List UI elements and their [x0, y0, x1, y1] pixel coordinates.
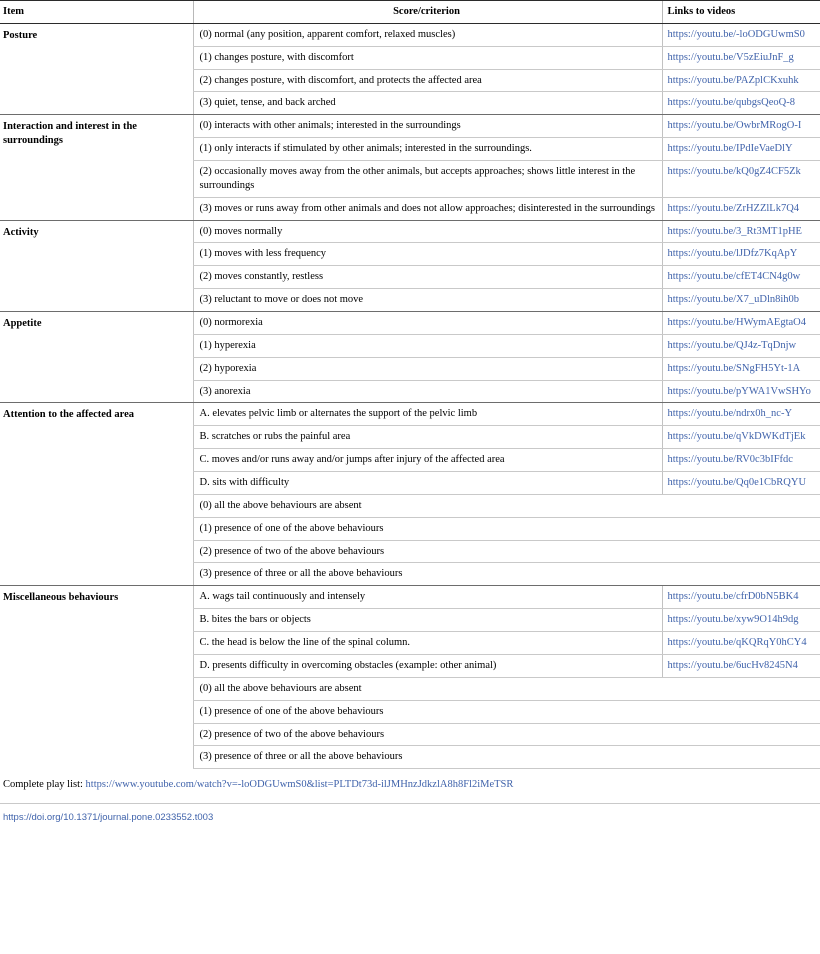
- video-link-cell: [662, 449, 820, 472]
- criterion-cell: (1) hyperexia: [193, 334, 662, 357]
- video-link-cell: [662, 380, 820, 403]
- video-link[interactable]: https://youtu.be/lJDfz7KqApY: [667, 248, 798, 260]
- criterion-cell: D. presents difficulty in overcoming obstacles (example: other animal): [193, 654, 662, 677]
- criterion-cell: (2) moves constantly, restless: [193, 266, 662, 289]
- video-link-cell: [662, 23, 820, 46]
- criterion-cell: (0) normorexia: [193, 312, 662, 335]
- criterion-cell: (3) moves or runs away from other animals and does not allow approaches; disinterested in the surroundings: [193, 197, 662, 220]
- video-link[interactable]: https://youtu.be/V5zEiuJnF_g: [667, 51, 794, 63]
- criterion-cell: D. sits with difficulty: [193, 472, 662, 495]
- video-link-cell: [662, 46, 820, 69]
- criterion-cell: B. scratches or rubs the painful area: [193, 426, 662, 449]
- table-body: [0, 23, 820, 768]
- criterion-cell: (3) presence of three or all the above behaviours: [193, 746, 820, 769]
- criterion-cell: C. moves and/or runs away and/or jumps after injury of the affected area: [193, 449, 662, 472]
- criterion-cell: (0) all the above behaviours are absent: [193, 494, 820, 517]
- video-link-cell: [662, 426, 820, 449]
- table-row: [0, 403, 820, 426]
- criterion-cell: (2) presence of two of the above behaviours: [193, 723, 820, 746]
- video-link-cell: [662, 220, 820, 243]
- footer-playlist: [0, 769, 820, 804]
- item-label: Activity: [0, 220, 193, 311]
- criterion-cell: (1) moves with less frequency: [193, 243, 662, 266]
- criterion-cell: A. elevates pelvic limb or alternates the support of the pelvic limb: [193, 403, 662, 426]
- video-link-cell: [662, 69, 820, 92]
- playlist-label: Complete play list:: [3, 779, 83, 791]
- criterion-cell: (2) changes posture, with discomfort, and protects the affected area: [193, 69, 662, 92]
- video-link[interactable]: https://youtu.be/PAZplCKxuhk: [667, 74, 799, 86]
- playlist-link[interactable]: https://www.youtube.com/watch?v=-loODGUwmS0&list=PLTDt73d-ilJMHnzJdkzlA8h8Fl2iMeTSR: [85, 779, 514, 791]
- criterion-cell: C. the head is below the line of the spinal column.: [193, 632, 662, 655]
- video-link-cell: [662, 357, 820, 380]
- criterion-cell: A. wags tail continuously and intensely: [193, 586, 662, 609]
- footer-doi: [0, 804, 820, 829]
- criterion-cell: (1) changes posture, with discomfort: [193, 46, 662, 69]
- video-link[interactable]: https://youtu.be/Qq0e1CbRQYU: [667, 477, 807, 489]
- item-label: Interaction and interest in the surroundings: [0, 115, 193, 220]
- table-row: [0, 115, 820, 138]
- criterion-cell: (1) only interacts if stimulated by other animals; interested in the surroundings.: [193, 138, 662, 161]
- criterion-cell: (3) reluctant to move or does not move: [193, 289, 662, 312]
- video-link[interactable]: https://youtu.be/qubgsQeoQ-8: [667, 97, 795, 109]
- video-link-cell: [662, 92, 820, 115]
- criterion-cell: (1) presence of one of the above behaviours: [193, 700, 820, 723]
- criterion-cell: (2) occasionally moves away from the other animals, but accepts approaches; shows little interest in the surroundings: [193, 161, 662, 198]
- video-link-cell: [662, 312, 820, 335]
- table-row: [0, 312, 820, 335]
- video-link[interactable]: https://youtu.be/xyw9O14h9dg: [667, 614, 799, 626]
- column-header-criterion: Score/criterion: [193, 1, 662, 24]
- column-header-item: Item: [0, 1, 193, 24]
- criterion-cell: B. bites the bars or objects: [193, 609, 662, 632]
- video-link-cell: [662, 403, 820, 426]
- video-link[interactable]: https://youtu.be/6ucHv8245N4: [667, 659, 798, 671]
- video-link[interactable]: https://youtu.be/cfET4CN4g0w: [667, 271, 801, 283]
- criterion-cell: (1) presence of one of the above behaviours: [193, 517, 820, 540]
- video-link-cell: [662, 632, 820, 655]
- video-link[interactable]: https://youtu.be/OwbrMRogO-I: [667, 120, 802, 132]
- video-link[interactable]: https://youtu.be/SNgFH5Yt-1A: [667, 362, 801, 374]
- video-link-cell: [662, 138, 820, 161]
- item-label: Attention to the affected area: [0, 403, 193, 586]
- video-link-cell: [662, 654, 820, 677]
- video-link-cell: [662, 197, 820, 220]
- video-link[interactable]: https://youtu.be/3_Rt3MT1pHE: [667, 225, 802, 237]
- video-link-cell: [662, 161, 820, 198]
- table-row: [0, 220, 820, 243]
- criterion-cell: (0) normal (any position, apparent comfort, relaxed muscles): [193, 23, 662, 46]
- video-link-cell: [662, 334, 820, 357]
- video-link-cell: [662, 586, 820, 609]
- video-link[interactable]: https://youtu.be/HWymAEgtaO4: [667, 317, 806, 329]
- item-label: Posture: [0, 23, 193, 114]
- column-header-links: Links to videos: [662, 1, 820, 24]
- video-link[interactable]: https://youtu.be/QJ4z-TqDnjw: [667, 339, 797, 351]
- video-link[interactable]: https://youtu.be/-loODGUwmS0: [667, 28, 805, 40]
- video-link[interactable]: https://youtu.be/pYWA1VwSHYo: [667, 385, 811, 397]
- video-link-cell: [662, 289, 820, 312]
- table-row: [0, 586, 820, 609]
- video-link[interactable]: https://youtu.be/qVkDWKdTjEk: [667, 431, 806, 443]
- table-header: [0, 1, 820, 24]
- criterion-cell: (3) presence of three or all the above behaviours: [193, 563, 820, 586]
- item-label: Appetite: [0, 312, 193, 403]
- header-row: [0, 1, 820, 24]
- video-link-cell: [662, 609, 820, 632]
- video-link[interactable]: https://youtu.be/qKQRqY0hCY4: [667, 637, 807, 649]
- table-row: [0, 23, 820, 46]
- criterion-cell: (0) interacts with other animals; interested in the surroundings: [193, 115, 662, 138]
- criterion-cell: (2) presence of two of the above behaviours: [193, 540, 820, 563]
- video-link-cell: [662, 115, 820, 138]
- video-link[interactable]: https://youtu.be/IPdIeVaeDlY: [667, 143, 793, 155]
- criterion-cell: (0) moves normally: [193, 220, 662, 243]
- video-link[interactable]: https://youtu.be/X7_uDln8ih0b: [667, 294, 800, 306]
- video-link[interactable]: https://youtu.be/ndrx0h_nc-Y: [667, 408, 793, 420]
- video-link[interactable]: https://youtu.be/ZrHZZlLk7Q4: [667, 202, 800, 214]
- doi-link[interactable]: https://doi.org/10.1371/journal.pone.0233552.t003: [3, 811, 214, 823]
- video-link-cell: [662, 243, 820, 266]
- video-link-cell: [662, 472, 820, 495]
- video-link[interactable]: https://youtu.be/kQ0gZ4CF5Zk: [667, 166, 801, 178]
- video-link[interactable]: https://youtu.be/RV0c3bIFfdc: [667, 454, 793, 466]
- video-link-cell: [662, 266, 820, 289]
- criterion-cell: (2) hyporexia: [193, 357, 662, 380]
- criterion-cell: (3) quiet, tense, and back arched: [193, 92, 662, 115]
- criterion-cell: (3) anorexia: [193, 380, 662, 403]
- item-label: Miscellaneous behaviours: [0, 586, 193, 769]
- criterion-cell: (0) all the above behaviours are absent: [193, 677, 820, 700]
- video-link[interactable]: https://youtu.be/cfrD0bN5BK4: [667, 591, 799, 603]
